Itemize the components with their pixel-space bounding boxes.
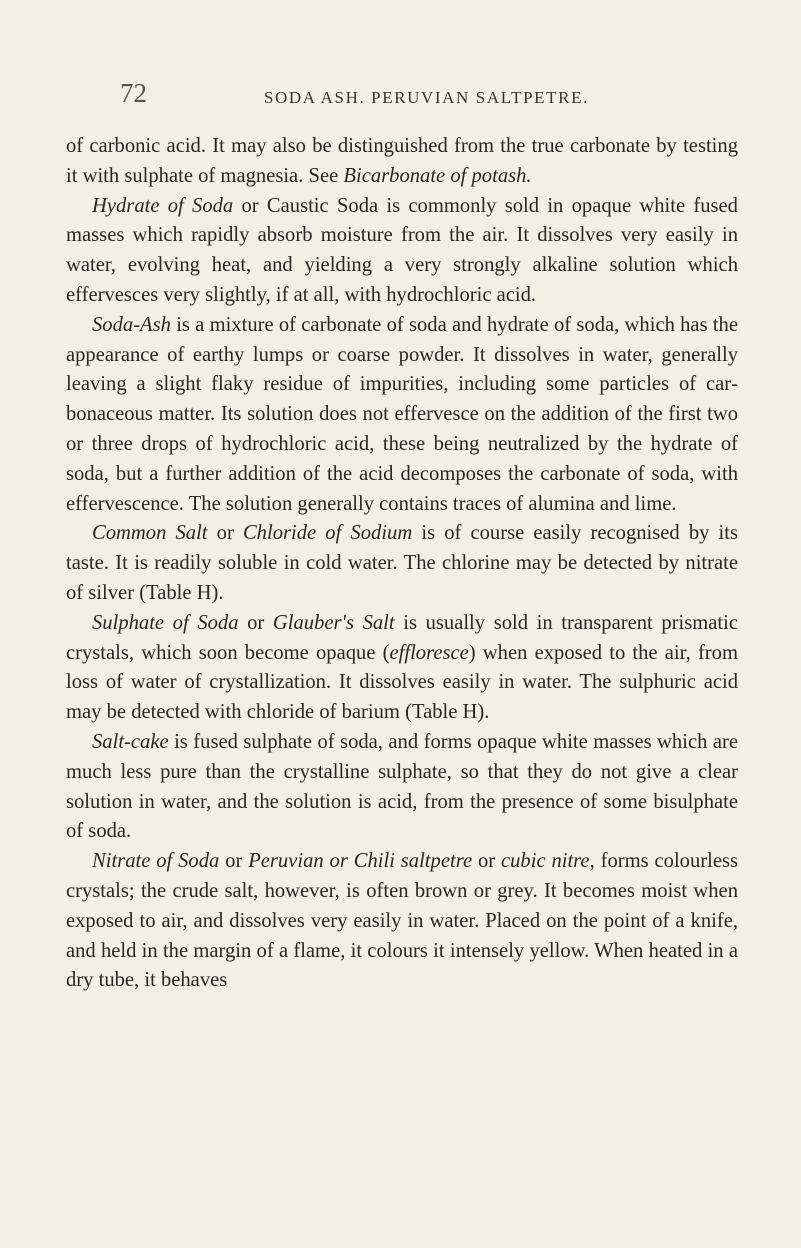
- page-number: 72: [120, 78, 147, 108]
- italic-term: Common Salt: [92, 522, 208, 545]
- italic-term: Salt-cake: [92, 730, 169, 753]
- text-run: of carbonic acid. It may also be distinguished from the true carbonate by testing it with sulphate of magnesia. See: [66, 135, 738, 187]
- paragraph: [66, 847, 738, 996]
- paragraph: [66, 609, 738, 728]
- paragraph: [66, 192, 738, 311]
- paragraph: [66, 132, 738, 192]
- italic-term: Soda-Ash: [92, 313, 171, 336]
- italic-term: cubic nitre: [500, 850, 590, 873]
- italic-term: Chloride of Sodium: [242, 522, 413, 545]
- italic-term: Glauber's Salt: [272, 611, 395, 634]
- italic-term: Sulphate of Soda: [92, 611, 239, 634]
- text-run: is fused sulphate of soda, and forms opaque white masses which are much less pure than the crystalline sulphate, so that they do not give a clear solution in water, and the solution is acid, from the presence of some bisulphate of soda.: [66, 730, 738, 843]
- body-text: [66, 132, 738, 996]
- paragraph: [66, 728, 738, 847]
- text-run: is a mixture of carbonate of soda and hydrate of soda, which has the appearance of earthy lumps or coarse powder. It dissolves in water, generally leaving a slight flaky residue of impurities, including some particles of carbonaceous matter. Its solution does not effervesce on the addition of the first two or three drops of hydrochloric acid, these being neutralized by the hydrate of soda, but a further addition of the acid decomposes the carbonate of soda, with effervescence. The solution generally contains traces of alumina and lime.: [66, 313, 738, 515]
- text-run: or: [472, 850, 501, 873]
- page-header: [0, 78, 801, 124]
- running-title: SODA ASH. PERUVIAN SALTPETRE.: [264, 88, 589, 107]
- italic-term: Hydrate of Soda: [92, 194, 234, 217]
- italic-term: Nitrate of Soda: [92, 850, 220, 873]
- italic-term: Bicarbonate of potash.: [343, 164, 532, 187]
- text-run: ) when exposed to the air, from loss of water of crystallization. It dissolves easily in water. The sulphuric acid may be detected with chloride of barium (Table H).: [66, 641, 738, 724]
- paragraph: [66, 519, 738, 608]
- text-run: is of course easily recognised by its taste. It is readily soluble in cold water. The chlorine may be detected by nitrate of silver (Table H).: [66, 522, 739, 604]
- text-run: or: [219, 850, 249, 873]
- text-run: or Caustic Soda is commonly sold in opaque white fused masses which rapidly absorb moisture from the air. It dissolves very easily in water, evolving heat, and yielding a very strongly alkaline solution which effervesces very slightly, if at all, with hydrochloric acid.: [66, 194, 738, 306]
- text-run: or: [238, 611, 273, 634]
- italic-term: effloresce: [389, 641, 469, 664]
- text-run: is usually sold in transparent prismatic crystals, which soon become opaque (: [66, 611, 739, 664]
- paragraph: [66, 311, 738, 520]
- text-run: , forms colourless crystals; the crude salt, however, is often brown or grey. It becomes moist when exposed to air, and dissolves very easily in water. Placed on the point of a knife, and held in the margin of a flame, it colours it intensely yellow. When heated in a dry tube, it behaves: [66, 850, 739, 992]
- text-run: or: [207, 522, 243, 545]
- italic-term: Peruvian or Chili saltpetre: [248, 850, 473, 873]
